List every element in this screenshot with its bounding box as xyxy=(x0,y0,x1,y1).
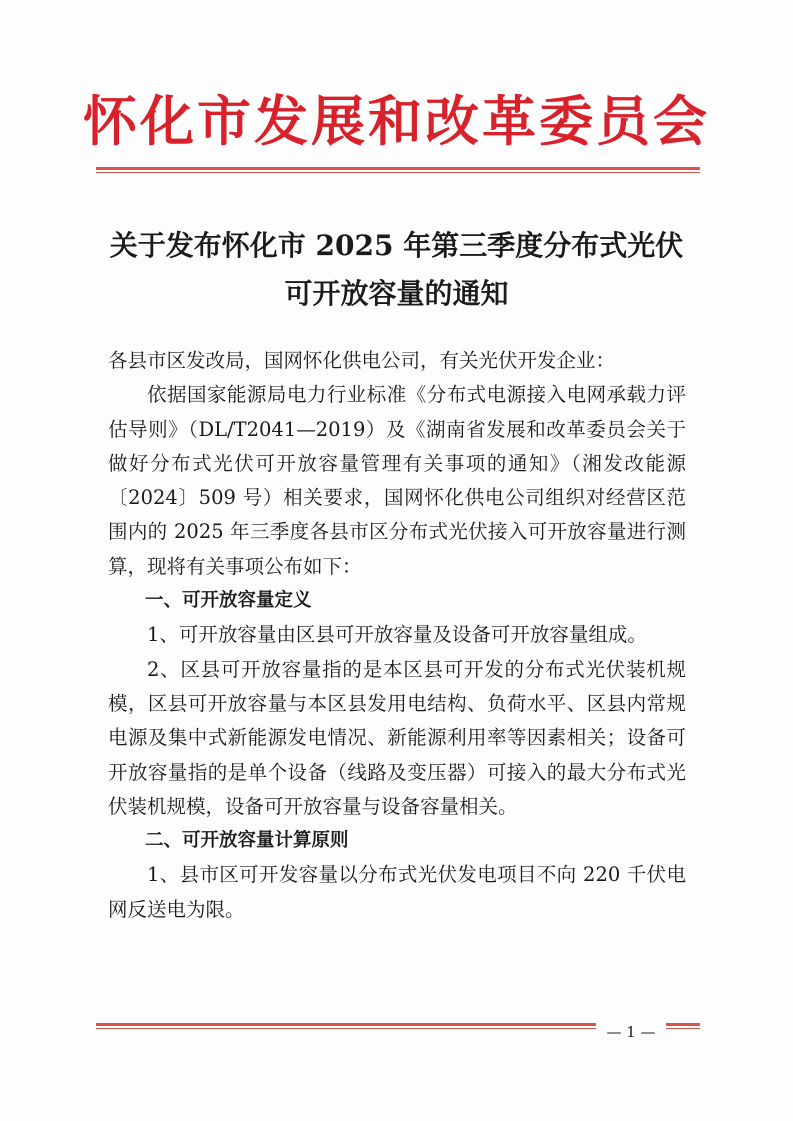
salutation: 各县市区发改局，国网怀化供电公司，有关光伏开发企业： xyxy=(108,349,616,372)
intro-paragraph: 依据国家能源局电力行业标准《分布式电源接入电网承载力评估导则》（DL/T2041—2019）及《湖南省发展和改革委员会关于做好分布式光伏可开放容量管理有关事项的通知》（湘发改能源〔2024〕509 号）相关要求，国网怀化供电公司组织对经营区范围内的 2025 年三季度各县市区分布式光伏接入可开放容量进行测算，现将有关事项公布如下： xyxy=(108,383,686,578)
agency-masthead: 怀化市发展和改革委员会 xyxy=(83,89,710,153)
section-1-item-2: 2、区县可开放容量指的是本区县可开发的分布式光伏装机规模，区县可开放容量与本区县发用电结构、负荷水平、区县内常规电源及集中式新能源发电情况、新能源利用率等因素相关；设备可开放容量指的是单个设备（线路及变压器）可接入的最大分布式光伏装机规模，设备可开放容量与设备容量相关。 xyxy=(108,657,686,818)
header-divider-thick xyxy=(96,167,700,170)
document-body xyxy=(108,344,686,927)
document-title-line-1: 关于发布怀化市 2025 年第三季度分布式光伏 xyxy=(109,229,684,262)
header-divider xyxy=(96,167,700,173)
document-title xyxy=(60,222,733,318)
section-1-item-1: 1、可开放容量由区县可开放容量及设备可开放容量组成。 xyxy=(147,623,647,647)
document-title-line-2: 可开放容量的通知 xyxy=(284,277,509,310)
page-number: — 1 — xyxy=(596,1020,666,1044)
header-divider-thin xyxy=(96,172,700,173)
section-1-heading: 一、可开放容量定义 xyxy=(145,590,312,612)
section-2-heading: 二、可开放容量计算原则 xyxy=(145,830,349,852)
section-2-item-1: 1、县市区可开发容量以分布式光伏发电项目不向 220 千伏电网反送电为限。 xyxy=(108,863,686,921)
